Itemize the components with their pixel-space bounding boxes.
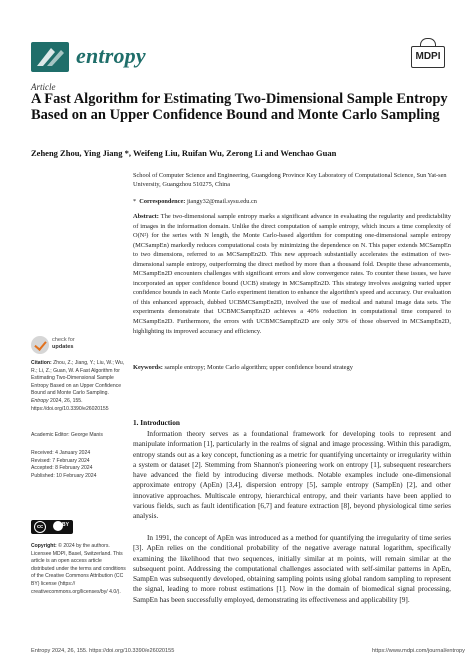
footer-journal-link[interactable]: https://www.mdpi.com/journal/entropy (372, 648, 465, 654)
journal-logo (31, 42, 69, 72)
abstract-label: Abstract: (133, 213, 159, 220)
article-type: Article (31, 82, 56, 92)
keywords (133, 363, 451, 372)
check-for-updates-label[interactable] (52, 337, 75, 351)
citation-doi[interactable]: 2024, 26, 155. https://doi.org/10.3390/e26020155 (31, 397, 109, 412)
keywords-label: Keywords: (133, 364, 163, 371)
publisher-logo[interactable]: MDPI (411, 46, 445, 68)
journal-name[interactable]: entropy (76, 43, 146, 68)
received-date: Received: 4 January 2024 (31, 450, 91, 456)
by-label: BY (62, 522, 69, 528)
academic-editor: Academic Editor: George Manis (31, 432, 103, 438)
journal-logo-icon (31, 42, 69, 72)
section-heading: 1. Introduction (133, 418, 180, 427)
citation-journal: Entropy (31, 397, 49, 404)
accepted-date: Accepted: 8 February 2024 (31, 465, 93, 472)
cc-icon: cc (34, 521, 46, 533)
author-list: Zeheng Zhou, Ying Jiang *, Weifeng Liu, Ruifan Wu, Zerong Li and Wenchao Guan (31, 148, 337, 158)
abstract (133, 212, 451, 336)
paper-title: A Fast Algorithm for Estimating Two-Dimensional Sample Entropy Based on an Upper Confidence Bound and Monte Carlo Sampling (31, 91, 448, 123)
correspondence-label: Correspondence: (139, 198, 186, 205)
revised-date: Revised: 7 February 2024 (31, 457, 90, 464)
intro-paragraph-1-text: Information theory serves as a foundational framework for developing tools to represent and manipulate information [1], particularly in the realms of signal and image processing. Within this paradigm, entropy stands out as a key concept, functioning as a metric for quantifying uncertainty or irregularity within a system or dataset [2]. Stemming from Shannon's pioneering work on entropy [1], subsequent researchers have advanced the field by introducing diverse methods. Notable examples include one-dimensional approximate entropy (ApEn) [3,4], dispersion entropy [5], sample entropy (SampEn) [2], and other innovative approaches. Multiscale entropy, hierarchical entropy, and their variants have been applied to various fields, such as fault identification [6,7] and feature extraction [8], beyond physiological time series analysis. (133, 429, 451, 521)
published-date: Published: 10 February 2024 (31, 472, 97, 479)
intro-paragraph-1 (133, 429, 451, 522)
copyright-block (31, 543, 126, 596)
check-for-updates-icon[interactable] (31, 336, 49, 354)
cc-by-license-badge[interactable] (31, 520, 73, 534)
affiliation: School of Computer Science and Engineering, Guangdong Province Key Laboratory of Computational Science, Sun Yat-sen University, Guangzhou 510275, China (133, 172, 447, 188)
intro-paragraph-2 (133, 533, 451, 605)
correspondence-email[interactable]: jiangy32@mail.sysu.edu.cn (186, 198, 257, 205)
citation-label: Citation: (31, 360, 52, 366)
abstract-text: The two-dimensional sample entropy marks a significant advance in evaluating the regularity and predictability of images in the information domain. Unlike the direct computation of sample entropy, which incurs a time complexity of O(N²) for the series with N length, the Monte Carlo-based algorithm for computing one-dimensional sample entropy (MCSampEn) markedly reduces computational costs by minimizing the dependence on N. This paper extends MCSampEn to two dimensions, referred to as MCSampEn2D. This new approach substantially accelerates the estimation of two-dimensional sample entropy, outperforming the direct method by more than a thousand fold. Despite these advancements, MCSampEn2D encounters challenges with significant errors and slow convergence rates. To counter these issues, we have incorporated an upper confidence bound (UCB) strategy in MCSampEn2D. This strategy involves assigning varied upper confidence bounds in each Monte Carlo experiment iteration to enhance the algorithm's speed and accuracy. Our evaluation of this enhanced approach, dubbed UCBMCSampEn2D, involved the use of medical and natural image data sets. The experiments demonstrate that UCBMCSampEn2D achieves a 40% reduction in computational time compared to MCSampEn2D. Furthermore, the errors with UCBMCSampEn2D are only 30% of those observed in MCSampEn2D, highlighting its improved accuracy and efficiency. (133, 213, 451, 335)
copyright-text: © 2024 by the authors. Licensee MDPI, Basel, Switzerland. This article is an open access article distributed under the terms and conditions of the Creative Commons Attribution (CC BY) license (https:// creativecommons.org/licenses/by/ 4.0/). (31, 543, 126, 595)
intro-paragraph-2-text: In 1991, the concept of ApEn was introduced as a method for quantifying the irregularity of time series [3]. ApEn relies on the conditional probability of the negative average natural logarithm, specifically examining the likelihood that two sequences, initially similar at m points, will remain similar at the subsequent point. Addressing the computational challenges associated with self-similar patterns in ApEn, SampEn was subsequently developed, obtaining sampling points using global random sampling to represent the signal, leading to more robust estimations [1]. Now in the domain of biomedical signal processing, SampEn has been successfully employed, demonstrating its effectiveness and applicability [9]. (133, 533, 451, 604)
check-updates-line1: check for (52, 337, 75, 343)
check-updates-line2: updates (52, 344, 74, 350)
copyright-label: Copyright: (31, 543, 57, 549)
correspondence (133, 198, 257, 205)
asterisk-marker: * (133, 198, 140, 205)
citation-text: Zhou, Z.; Jiang, Y.; Liu, W.; Wu, R.; Li, Z.; Guan, W. A Fast Algorithm for Estimating Two-Dimensional Sample Entropy Based on an Upper Confidence Bound and Monte Carlo Sampling. (31, 360, 125, 397)
keywords-text: sample entropy; Monte Carlo algorithm; upper confidence bound strategy (164, 364, 353, 371)
citation-block (31, 360, 126, 413)
footer-citation[interactable]: Entropy 2024, 26, 155. https://doi.org/10.3390/e26020155 (31, 648, 175, 654)
dates-block (31, 450, 126, 480)
